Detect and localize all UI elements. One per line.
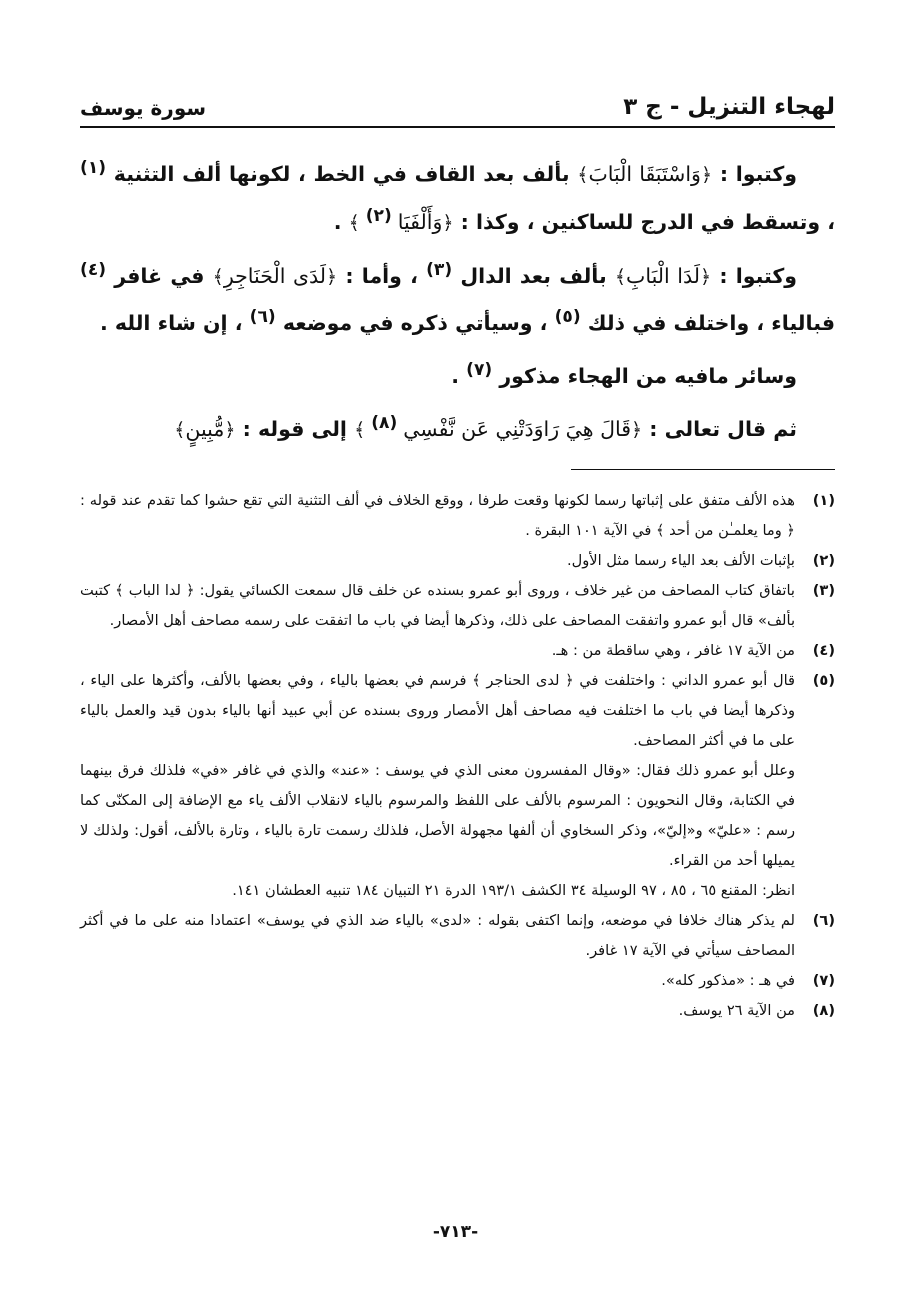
footnote-text: هذه الألف متفق على إثباتها رسما لكونها وقعت طرفا ، ووقع الخلاف في ألف التثنية التي تقع حشوا كما تقدم عند قوله : ﴿ وما يعلمـٰن من أحد ﴾ في الآية ١٠١ البقرة . [80, 492, 795, 539]
footnote-number: (٥) [812, 672, 835, 689]
paragraph-2: وكتبوا : ﴿لَدَا الْبَابِ﴾ بألف بعد الدال $^{(٣)}$ ، وأما : ﴿لَدَى الْحَنَاجِرِ﴾ في غافر $^{(٤)}$ فبالياء ، واختلف في ذلك $^{(٥)}$ ، وسيأتي ذكره في موضعه $^{(٦)}$ ، إن شاء الله . [80, 259, 835, 336]
main-text [80, 148, 835, 457]
footnote-number: (٨) [812, 1002, 835, 1019]
footnote-5-sources: انظر: المقنع ٦٥ ، ٨٥ ، ٩٧ الوسيلة ٣٤ الكشف ١٩٣/١ الدرة ٢١ التبيان ١٨٤ تنبيه العطشان ١٤١. [232, 882, 795, 899]
footnotes [80, 486, 835, 1026]
footnote-6 [80, 906, 835, 966]
quran-quote: وَأَلْفَيَا [397, 209, 443, 234]
footnote-ref[interactable]: (١) [80, 158, 107, 178]
footnote-number: (٦) [812, 912, 835, 929]
footnote-number: (٢) [812, 552, 835, 569]
footnote-ref[interactable]: (٨) [365, 413, 404, 434]
footnote-5-continuation: وعلل أبو عمرو ذلك فقال: «وقال المفسرون معنى الذي في يوسف : «عند» والذي في غافر «في» فلذلك فرق بينهما في الكتابة، وقال النحويون : المرسوم بالألف على اللفظ والمرسوم بالياء لانقلاب الألف ياء مع الإضافة إلى المكنّى كما رسم : «عليّ» و«إليّ»، وذكر السخاوي أن ألفها مجهولة الأصل، فلذلك رسمت تارة بالياء ، وتارة بالألف، أقول: ولذلك لا يميلها أحد من القراء. [80, 762, 795, 869]
book-title: لهجاء التنزيل - ج ٣ [623, 94, 835, 120]
footnote-1 [80, 486, 835, 546]
footnote-text: في هـ : «مذكور كله». [661, 972, 795, 989]
footnote-ref[interactable]: (٥) [554, 307, 581, 328]
paragraph-4: ثم قال تعالى : ﴿قَالَ هِيَ رَاوَدَتْنِي عَن نَّفْسِي $^{(٨)}$ ﴾ إلى قوله : ﴿مُّبِينٍ﴾ [174, 413, 797, 441]
footnote-ref[interactable]: (٤) [80, 259, 107, 280]
quran-quote: مُّبِينٍ [185, 416, 225, 441]
footnote-2 [80, 546, 835, 576]
footnote-text: باتفاق كتاب المصاحف من غير خلاف ، وروى أبو عمرو بسنده عن خلف قال سمعت الكسائي يقول: ﴿ لدا الباب ﴾ كتبت بألف» قال أبو عمرو واتفقت المصاحف على ذلك، وذكرها أيضا في باب ما اتفقت على رسمه مصاحف أهل الأمصار. [80, 582, 795, 629]
page-number: -٧١٣- [432, 1222, 479, 1242]
quran-quote: لَدَى الْحَنَاجِرِ [223, 263, 327, 288]
footnote-ref[interactable]: (٢) [359, 205, 398, 226]
footnote-text: من الآية ١٧ غافر ، وهي ساقطة من : هـ. [551, 642, 795, 659]
footnote-text: بإثبات الألف بعد الياء رسما مثل الأول. [567, 552, 795, 569]
footnote-5 [80, 666, 835, 756]
paragraph-3: وسائر مافيه من الهجاء مذكور $^{(٧)}$ . [451, 360, 797, 389]
footnote-divider [571, 469, 835, 470]
footnote-text: من الآية ٢٦ يوسف. [678, 1002, 795, 1019]
footnote-ref[interactable]: (٦) [249, 307, 276, 328]
footnote-number: (٧) [812, 972, 835, 989]
quran-quote: قَالَ هِيَ رَاوَدَتْنِي عَن نَّفْسِي [403, 416, 632, 441]
footnote-4 [80, 636, 835, 666]
footnote-number: (٣) [812, 582, 835, 599]
footnote-text: قال أبو عمرو الداني : واختلفت في ﴿ لدى الحناجر ﴾ فرسم في بعضها بالياء ، وفي بعضها بالألف، وأكثرها على الياء ، وذكرها أيضا في باب ما اختلفت فيه مصاحف أهل الأمصار وروى بسنده عن أبي عبيد أنها بالياء بدون قيد والعمل بالياء على ما في أكثر المصاحف. [80, 672, 795, 749]
footnote-ref[interactable]: (٧) [466, 360, 493, 381]
quran-quote: وَاسْتَبَقَا الْبَابَ [588, 161, 701, 186]
footnote-8 [80, 996, 835, 1026]
running-header [80, 86, 835, 128]
footnote-ref[interactable]: (٣) [426, 259, 453, 280]
surah-name: سورة يوسف [80, 96, 207, 120]
paragraph-1: وكتبوا : ﴿وَاسْتَبَقَا الْبَابَ﴾ بألف بعد القاف في الخط ، لكونها ألف التثنية $^{(١)}$ ، وتسقط في الدرج للساكنين ، وكذا : ﴿وَأَلْفَيَا $^{(٢)}$ ﴾ . [80, 158, 835, 234]
quran-quote: لَدَا الْبَابِ [626, 263, 700, 288]
footnote-number: (٤) [812, 642, 835, 659]
footnote-number: (١) [812, 492, 835, 509]
footnote-text: لم يذكر هناك خلافا في موضعه، وإنما اكتفى بقوله : «لدى» بالياء ضد الذي في يوسف» اعتمادا منه على ما في أكثر المصاحف سيأتي في الآية ١٧ غافر. [80, 912, 795, 959]
footnote-3 [80, 576, 835, 636]
footnote-7 [80, 966, 835, 996]
